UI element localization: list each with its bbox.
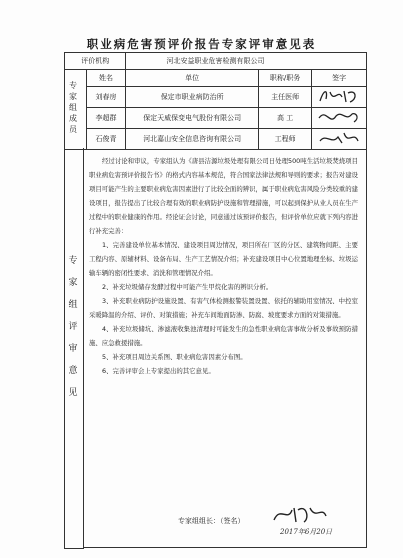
expert-title: 高 工: [258, 108, 311, 129]
expert-name: 石俊青: [86, 129, 126, 150]
opinion-intro: 经过讨论和审议，专家组认为《唐县洁源垃圾处理有限公司日处理500吨生活垃圾焚烧项目职业病危害预评价报告书》的格式内容基本规范，符合国家法律法规和导则的要求；报告对建设项目可能产生的主要职业病危害因素进行了比较全面的辨识，属于职业病危害风险分类较重的建设项目，报告提出了比较合理有效的职业病防护设施和管理措施，可以起到保护从业人员在生产过程中的职业健康的作用。经论证会讨论，同意通过该预评价报告，但评价单位应就下列内容进行补充完善：: [89, 157, 358, 235]
org-label: 评价机构: [65, 53, 126, 70]
opinion-item-6: 6、完善评审会上专家提出的其它意见。: [102, 367, 215, 375]
expert-name: 刘春房: [86, 87, 126, 108]
handwritten-signature-3: [316, 129, 362, 147]
expert-signature-3: [312, 129, 367, 150]
header-name: 姓名: [86, 70, 126, 87]
opinion-item-5: 5、补充项目周边关系图、职业病危害因素分布图。: [102, 353, 247, 361]
table-row: [65, 87, 367, 108]
table-row: [65, 108, 367, 129]
expert-signature-1: [312, 87, 367, 108]
expert-unit: 保定市职业病防治所: [126, 87, 258, 108]
leader-signature-label: 专家组组长：（签名）: [178, 517, 245, 525]
opinion-item-1: 1、完善建设单位基本情况、建设项目周边情况，项目所在厂区的分区、建筑物间距、主要工程内容、原辅材料、设备布局、生产工艺情况介绍；补充建设项目中心位置地理坐标、垃圾运输车辆的密闭性要求、消洗和管理情况介绍。: [89, 241, 358, 277]
handwritten-signature-1: [316, 87, 362, 105]
expert-title: 主任医师: [258, 87, 311, 108]
expert-name: 李超群: [86, 108, 126, 129]
opinion-box: [83, 148, 367, 548]
org-row: [65, 53, 367, 70]
header-sign: 签字: [312, 70, 367, 87]
handwritten-signature-2: [316, 108, 362, 126]
signature-date: 2017年6月20日: [280, 528, 333, 536]
opinion-item-4: 4、补充垃圾储坑、渗滤液收集池清理时可能发生的急性职业病危害事故分析及事故预防措施、应急救援措施。: [89, 325, 358, 347]
expert-table: [64, 52, 367, 150]
header-unit: 单位: [126, 70, 258, 87]
expert-side-label: 专家组成员: [69, 81, 77, 134]
expert-unit: 河北嘉山安全信息咨询有限公司: [126, 129, 258, 150]
expert-title: 工程师: [258, 129, 311, 150]
header-title: 职称/职务: [258, 70, 311, 87]
org-value: 河北安益职业危害检测有限公司: [126, 53, 367, 70]
opinion-item-3: 3、补充职业病防护设施设置、有害气体检测报警装置设置、依托的辅助用室情况、中控室采暖降温的介绍、评价、对策措施；补充车间地面防渗、防腐、坡度要求方面的对策措施。: [89, 297, 358, 319]
document-title: 职业病危害预评价报告专家评审意见表: [86, 37, 317, 51]
table-row: [65, 129, 367, 150]
opinion-item-2: 2、补充垃圾储存发酵过程中可能产生甲烷化害的辨识分析。: [102, 283, 273, 291]
leader-handwritten-signature: [270, 502, 330, 526]
expert-signature-2: [312, 108, 367, 129]
opinion-side-label: 专家组评审意见: [68, 256, 78, 398]
expert-header-row: [65, 70, 367, 87]
expert-unit: 保定天威保变电气股份有限公司: [126, 108, 258, 129]
